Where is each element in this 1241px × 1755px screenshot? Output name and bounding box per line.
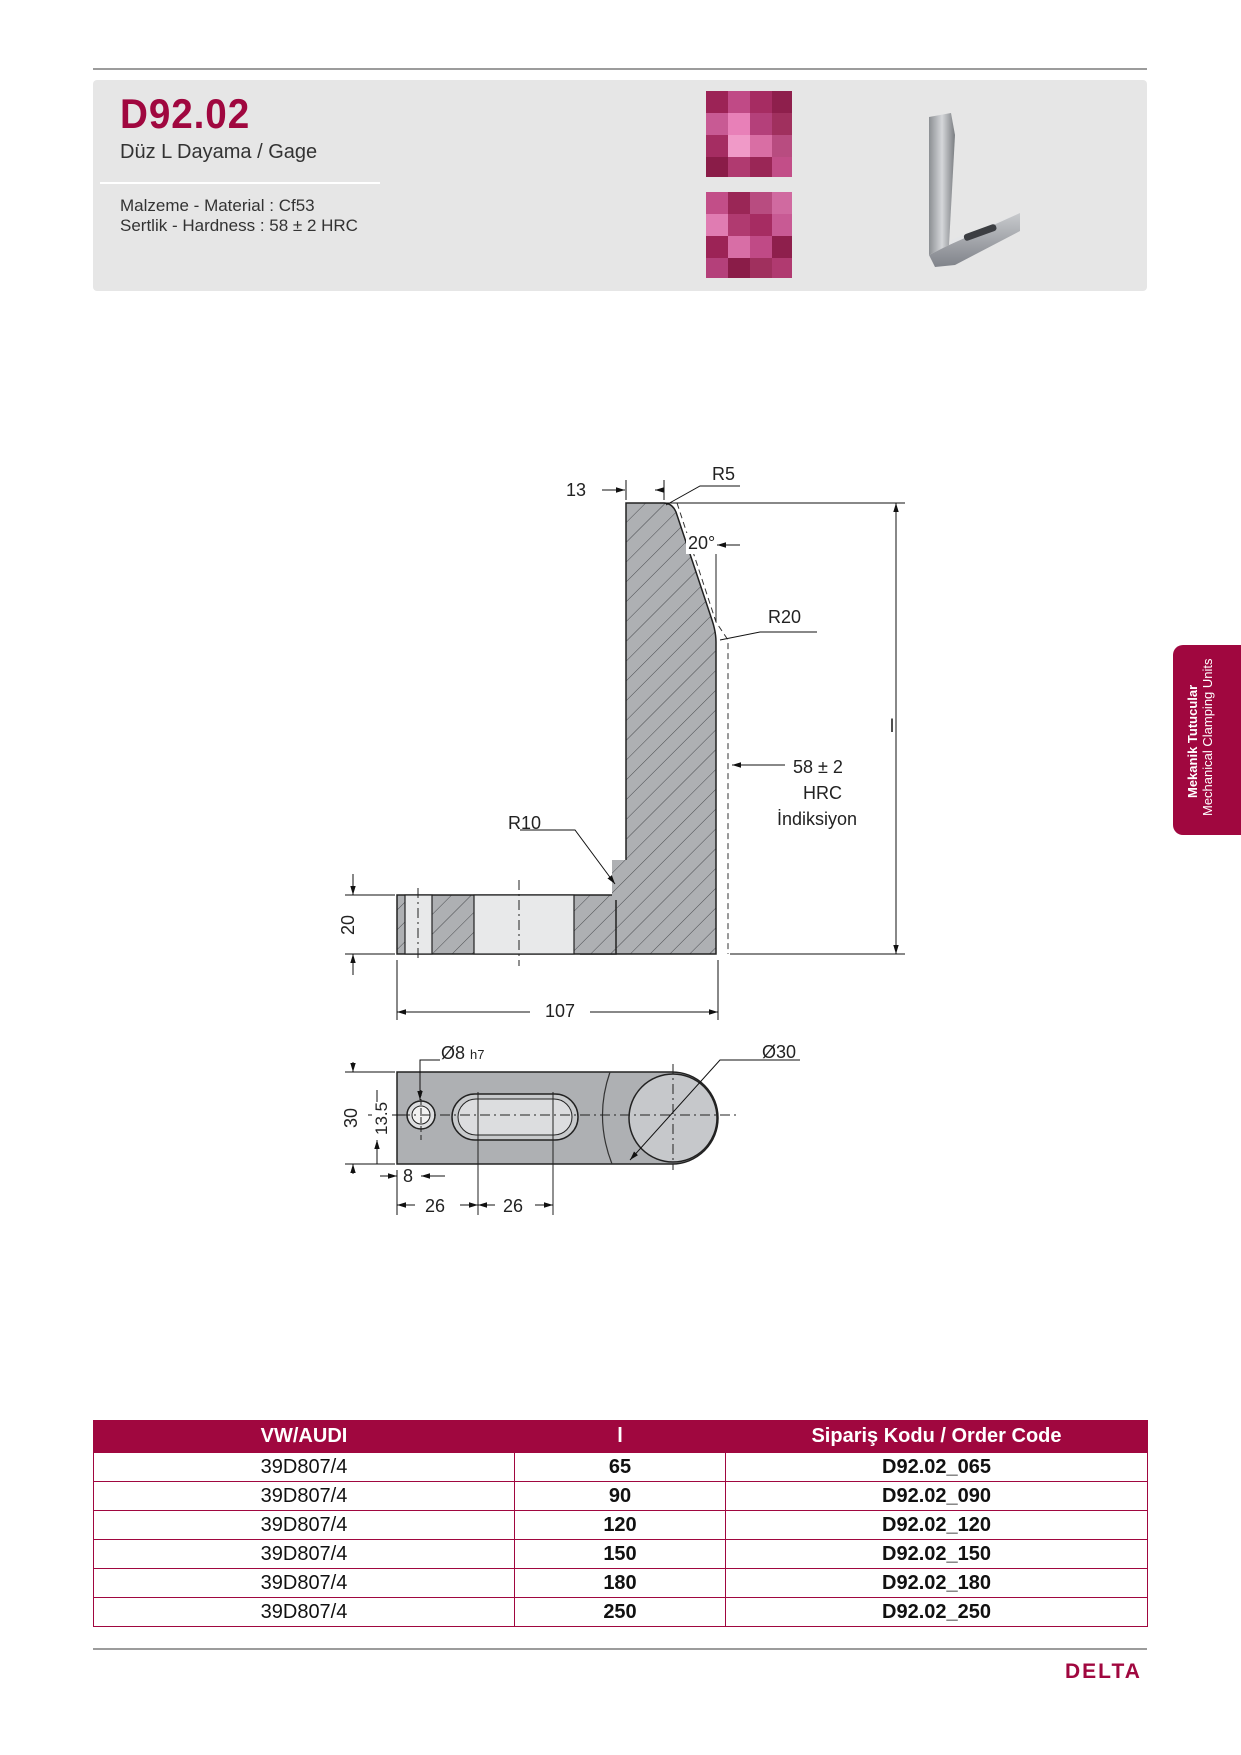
product-subtitle: Düz L Dayama / Gage	[120, 141, 318, 163]
cell-vw: 39D807/4	[94, 1569, 515, 1598]
dim-d8	[441, 1043, 485, 1064]
dim-8: 8	[403, 1166, 414, 1186]
cell-vw: 39D807/4	[94, 1511, 515, 1540]
cell-vw: 39D807/4	[94, 1482, 515, 1511]
order-table	[93, 1420, 1148, 1627]
cell-vw: 39D807/4	[94, 1598, 515, 1627]
dim-20deg: 20°	[688, 533, 716, 553]
dim-107: 107	[541, 1001, 579, 1022]
cell-l: 120	[515, 1511, 726, 1540]
dim-d30: Ø30	[762, 1042, 797, 1062]
table-row	[94, 1482, 1148, 1511]
material-spec: Malzeme - Material : Cf53	[120, 196, 315, 215]
category-tab-subtitle: Mechanical Clamping Units	[1200, 658, 1215, 816]
cell-l: 65	[515, 1453, 726, 1482]
col-header-vw: VW/AUDI	[94, 1421, 515, 1453]
dim-d8-value: Ø8	[441, 1043, 466, 1063]
cell-order-code: D92.02_250	[726, 1598, 1148, 1627]
dim-26-left: 26	[425, 1196, 446, 1216]
dim-r5: R5	[712, 464, 736, 484]
bottom-rule	[93, 1648, 1147, 1650]
dim-r20: R20	[768, 607, 802, 627]
dim-13-5: 13.5	[372, 1101, 391, 1135]
delta-logo: DELTA	[1065, 1660, 1142, 1683]
dim-13: 13	[566, 480, 587, 500]
cell-order-code: D92.02_120	[726, 1511, 1148, 1540]
table-row	[94, 1598, 1148, 1627]
cell-vw: 39D807/4	[94, 1453, 515, 1482]
cell-l: 90	[515, 1482, 726, 1511]
side-view	[397, 503, 728, 966]
dim-20: 20	[338, 914, 358, 935]
cell-vw: 39D807/4	[94, 1540, 515, 1569]
col-header-order-code: Sipariş Kodu / Order Code	[726, 1421, 1148, 1453]
cell-order-code: D92.02_150	[726, 1540, 1148, 1569]
col-header-l: l	[515, 1421, 726, 1453]
top-view	[397, 1064, 740, 1215]
cell-order-code: D92.02_180	[726, 1569, 1148, 1598]
product-code: D92.02	[120, 90, 251, 137]
cell-order-code: D92.02_065	[726, 1453, 1148, 1482]
table-row	[94, 1569, 1148, 1598]
hardness-spec: Sertlik - Hardness : 58 ± 2 HRC	[120, 216, 358, 235]
dim-26-right: 26	[503, 1196, 524, 1216]
hrc-value: 58 ± 2	[793, 757, 843, 777]
hrc-process: İndiksiyon	[777, 809, 858, 829]
table-header-row	[94, 1421, 1148, 1453]
cell-l: 180	[515, 1569, 726, 1598]
dim-r10: R10	[508, 813, 542, 833]
table-row	[94, 1511, 1148, 1540]
hrc-unit: HRC	[803, 783, 842, 803]
dim-d8-tolerance: h7	[470, 1047, 485, 1062]
cell-l: 150	[515, 1540, 726, 1569]
cell-order-code: D92.02_090	[726, 1482, 1148, 1511]
cell-l: 250	[515, 1598, 726, 1627]
dim-l: l	[890, 716, 894, 736]
category-tab-label	[1177, 648, 1237, 830]
category-tab-title: Mekanik Tutucular	[1185, 684, 1200, 798]
table-row	[94, 1453, 1148, 1482]
table-row	[94, 1540, 1148, 1569]
dim-30: 30	[341, 1107, 361, 1128]
